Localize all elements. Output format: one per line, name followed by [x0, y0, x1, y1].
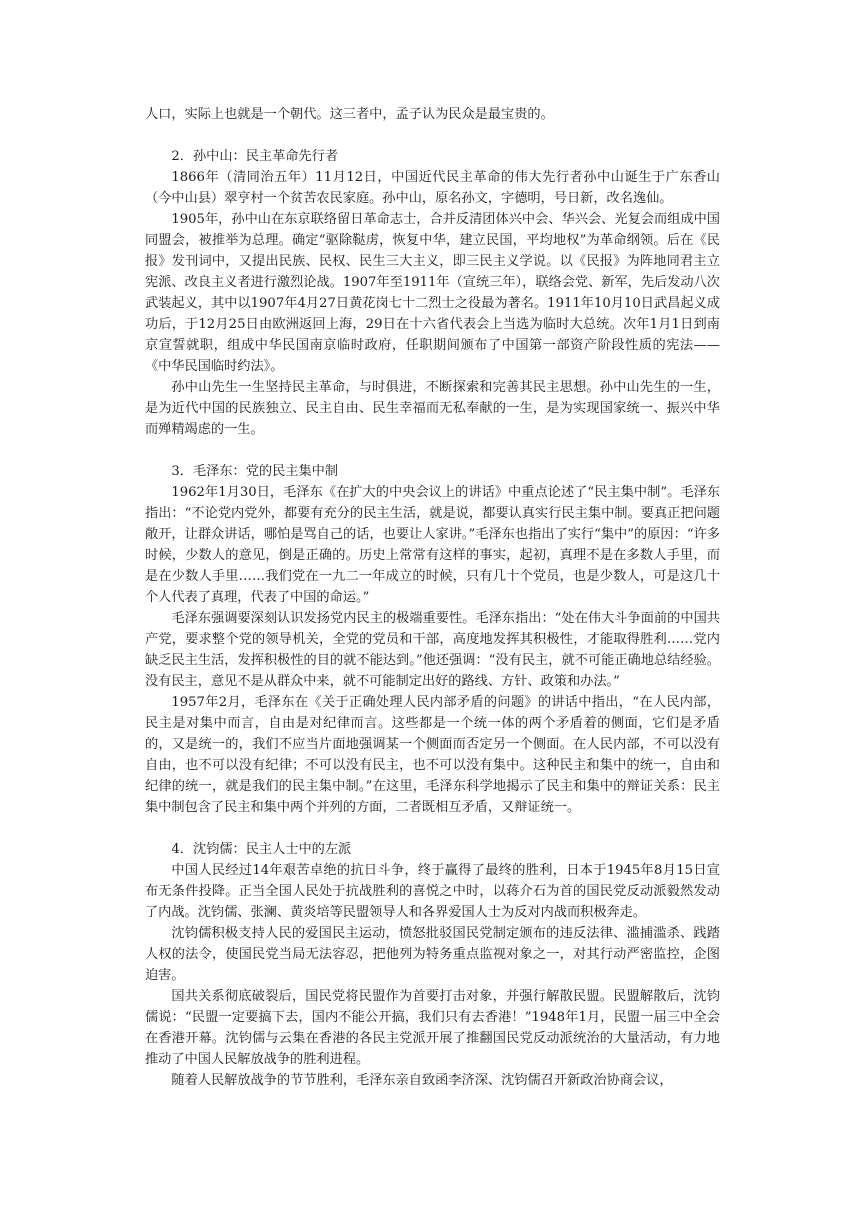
section-mao-zedong	[145, 461, 720, 818]
paragraph: 1957年2月，毛泽东在《关于正确处理人民内部矛盾的问题》的讲话中指出，“在人民内部，民主是对集中而言，自由是对纪律而言。这些都是一个统一体的两个矛盾着的侧面，它们是矛盾的，又是统一的，我们不应当片面地强调某一个侧面而否定另一个侧面。在人民内部，不可以没有自由，也不可以没有纪律；不可以没有民主，也不可以没有集中。这种民主和集中的统一，自由和纪律的统一，就是我们的民主集中制。”在这里，毛泽东科学地揭示了民主和集中的辩证关系：民主集中制包含了民主和集中两个并列的方面，二者既相互矛盾，又辩证统一。	[145, 695, 720, 815]
paragraph: 国共关系彻底破裂后，国民党将民盟作为首要打击对象，并强行解散民盟。民盟解散后，沈钧儒说：“民盟一定要搞下去，国内不能公开搞，我们只有去香港！”1948年1月，民盟一届三中全会在香港开幕。沈钧儒与云集在香港的各民主党派开展了推翻国民党反动派统治的大量活动，有力地推动了中国人民解放战争的胜利进程。	[145, 989, 720, 1067]
section-spacer	[145, 125, 720, 146]
paragraph: 中国人民经过14年艰苦卓绝的抗日斗争，终于赢得了最终的胜利，日本于1945年8月15日宣布无条件投降。正当全国人民处于抗战胜利的喜悦之中时，以蒋介石为首的国民党反动派毅然发动了内战。沈钧儒、张澜、黄炎培等民盟领导人和各界爱国人士为反对内战而积极奔走。	[145, 863, 720, 920]
paragraph: 孙中山先生一生坚持民主革命，与时俱进，不断探索和完善其民主思想。孙中山先生的一生，是为近代中国的民族独立、民主自由、民生幸福而无私奉献的一生，是为实现国家统一、振兴中华而殚精竭虑的一生。	[145, 380, 720, 437]
section-heading: 3．毛泽东：党的民主集中制	[171, 464, 339, 479]
paragraph: 1962年1月30日，毛泽东《在扩大的中央会议上的讲话》中重点论述了“民主集中制”。毛泽东指出：“不论党内党外，都要有充分的民主生活，就是说，都要认真实行民主集中制。要真正把问题敞开，让群众讲话，哪怕是骂自己的话，也要让人家讲。”毛泽东也指出了实行“集中”的原因：“许多时候，少数人的意见，倒是正确的。历史上常常有这样的事实，起初，真理不是在多数人手里，而是在少数人手里……我们党在一九二一年成立的时候，只有几十个党员，也是少数人，可是这几十个人代表了真理，代表了中国的命运。”	[145, 485, 720, 605]
section-spacer	[145, 818, 720, 839]
intro-continuation: 人口，实际上也就是一个朝代。这三者中，孟子认为民众是最宝贵的。	[145, 107, 554, 122]
section-sun-yat-sen	[145, 146, 720, 440]
section-spacer	[145, 440, 720, 461]
document-page	[145, 104, 720, 1091]
paragraph: 1905年，孙中山在东京联络留日革命志士，合并反清团体兴中会、华兴会、光复会而组成中国同盟会，被推举为总理。确定“驱除鞑虏，恢复中华，建立民国，平均地权”为革命纲领。后在《民报》发刊词中，又提出民族、民权、民生三大主义，即三民主义学说。以《民报》为阵地同君主立宪派、改良主义者进行激烈论战。1907年至1911年（宣统三年），联络会党、新军，先后发动八次武装起义，其中以1907年4月27日黄花岗七十二烈士之役最为著名。1911年10月10日武昌起义成功后，于12月25日由欧洲返回上海，29日在十六省代表会上当选为临时大总统。次年1月1日到南京宣誓就职，组成中华民国南京临时政府，任职期间颁布了中国第一部资产阶段性质的宪法——《中华民国临时约法》。	[145, 212, 720, 374]
section-heading: 2．孙中山：民主革命先行者	[171, 149, 339, 164]
paragraph: 1866年（清同治五年）11月12日，中国近代民主革命的伟大先行者孙中山诞生于广东香山（今中山县）翠亨村一个贫苦农民家庭。孙中山，原名孙文，字德明，号日新，改名逸仙。	[145, 170, 720, 206]
paragraph: 随着人民解放战争的节节胜利，毛泽东亲自致函李济深、沈钧儒召开新政治协商会议，	[171, 1073, 673, 1088]
paragraph: 毛泽东强调要深刻认识发扬党内民主的极端重要性。毛泽东指出：“处在伟大斗争面前的中国共产党，要求整个党的领导机关，全党的党员和干部，高度地发挥其积极性，才能取得胜利……党内缺乏民主生活，发挥积极性的目的就不能达到。”他还强调：“没有民主，就不可能正确地总结经验。没有民主，意见不是从群众中来，就不可能制定出好的路线、方针、政策和办法。”	[145, 611, 720, 689]
paragraph: 沈钧儒积极支持人民的爱国民主运动，愤怒批驳国民党制定颁布的违反法律、滥捕滥杀、践踏人权的法令，使国民党当局无法容忍，把他列为特务重点监视对象之一，对其行动严密监控，企图迫害。	[145, 926, 720, 983]
section-shen-junru	[145, 839, 720, 1091]
section-heading: 4．沈钧儒：民主人士中的左派	[171, 842, 352, 857]
